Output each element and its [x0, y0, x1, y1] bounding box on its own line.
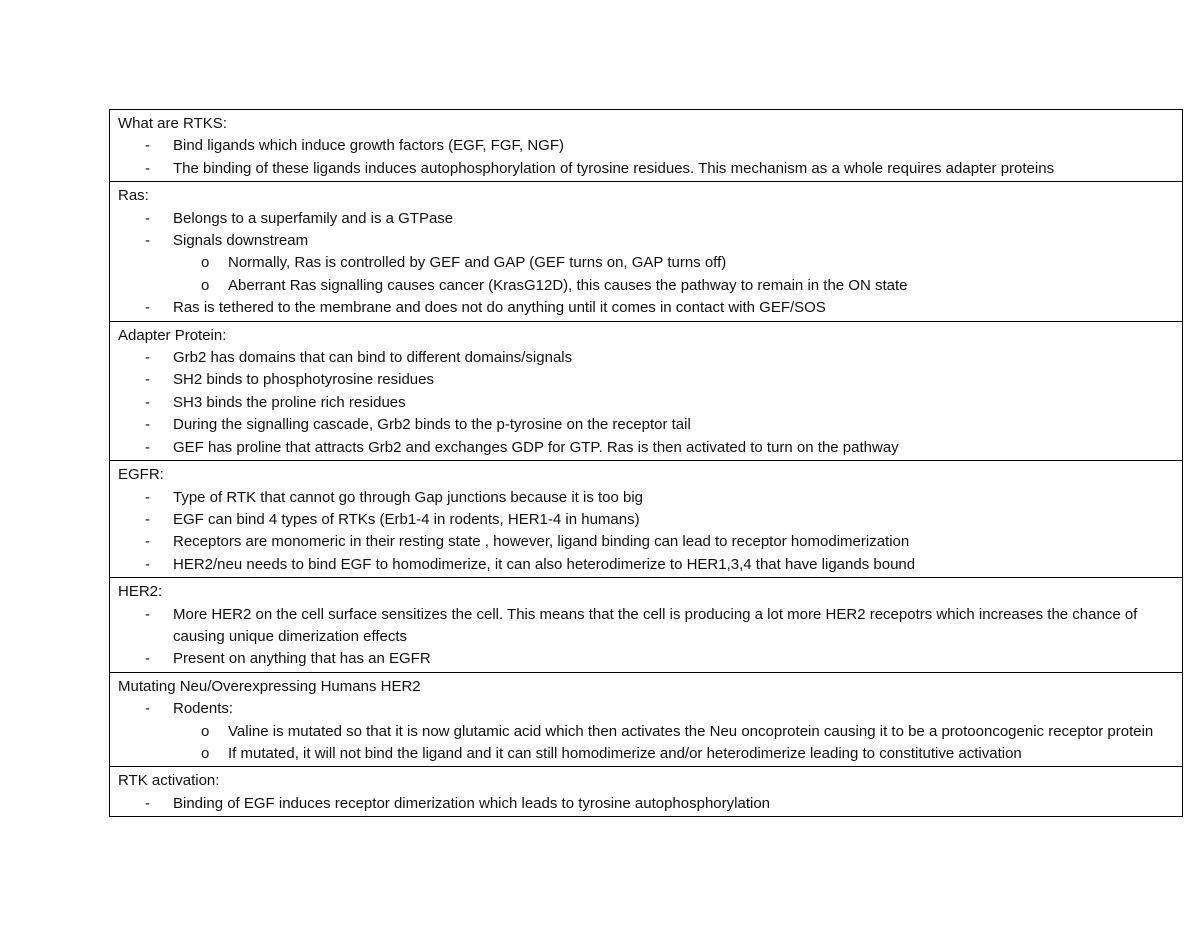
- table-row: [110, 767, 1183, 817]
- list-item: - Signals downstream: [118, 230, 1178, 252]
- circle-bullet: o: [201, 744, 210, 762]
- list-item: - Rodents:: [118, 698, 1178, 720]
- dash-bullet: -: [145, 137, 150, 155]
- dash-bullet: -: [145, 488, 150, 506]
- dash-bullet: -: [145, 349, 150, 367]
- dash-bullet: -: [145, 794, 150, 812]
- section-heading: Adapter Protein:: [118, 326, 227, 344]
- section-egfr: [110, 461, 1183, 578]
- list-item: - During the signalling cascade, Grb2 binds to the p-tyrosine on the receptor tail: [118, 414, 1178, 436]
- sub-list-item: o If mutated, it will not bind the ligand and it can still homodimerize and/or heterodimerize leading to constitutive activation: [118, 743, 1178, 765]
- dash-bullet: -: [145, 416, 150, 434]
- list-item: - EGF can bind 4 types of RTKs (Erb1-4 in rodents, HER1-4 in humans): [118, 509, 1178, 531]
- section-heading: RTK activation:: [118, 772, 220, 790]
- section-heading: Ras:: [118, 187, 149, 205]
- section-heading: What are RTKS:: [118, 115, 227, 132]
- dash-bullet: -: [145, 555, 150, 573]
- list-item: - Grb2 has domains that can bind to different domains/signals: [118, 347, 1178, 369]
- section-her2: [110, 578, 1183, 673]
- sub-list-item: o Normally, Ras is controlled by GEF and GAP (GEF turns on, GAP turns off): [118, 252, 1178, 274]
- dash-bullet: -: [145, 650, 150, 668]
- dash-bullet: -: [145, 605, 150, 623]
- dash-bullet: -: [145, 209, 150, 227]
- table-row: [110, 672, 1183, 767]
- section-heading: EGFR:: [118, 466, 164, 484]
- section-adapter-protein: [110, 321, 1183, 460]
- list-item: - Type of RTK that cannot go through Gap junctions because it is too big: [118, 487, 1178, 509]
- list-item: - More HER2 on the cell surface sensitizes the cell. This means that the cell is producing a lot more HER2 recepotrs which increases the chance of causing unique dimerization effects: [145, 605, 1138, 645]
- list-item: - The binding of these ligands induces autophosphorylation of tyrosine residues. This mechanism as a whole requires adapter proteins: [118, 158, 1178, 180]
- table-row: [110, 578, 1183, 673]
- table-row: [110, 110, 1183, 182]
- list-item: - SH3 binds the proline rich residues: [118, 392, 1178, 414]
- dash-bullet: -: [145, 232, 150, 250]
- list-item: - Ras is tethered to the membrane and does not do anything until it comes in contact with GEF/SOS: [118, 297, 1178, 319]
- list-item: - SH2 binds to phosphotyrosine residues: [118, 369, 1178, 391]
- dash-bullet: -: [145, 510, 150, 528]
- circle-bullet: o: [201, 254, 210, 272]
- section-rtks: [110, 110, 1183, 182]
- notes-table: [109, 109, 1183, 817]
- dash-bullet: -: [145, 371, 150, 389]
- dash-bullet: -: [145, 159, 150, 177]
- list-item: - Present on anything that has an EGFR: [118, 648, 1178, 670]
- section-heading: HER2:: [118, 583, 163, 601]
- list-item: - Belongs to a superfamily and is a GTPase: [118, 208, 1178, 230]
- list-item: - HER2/neu needs to bind EGF to homodimerize, it can also heterodimerize to HER1,3,4 that have ligands bound: [118, 554, 1178, 576]
- list-item: - Bind ligands which induce growth factors (EGF, FGF, NGF): [118, 135, 1178, 157]
- table-row: [110, 182, 1183, 321]
- sub-list-item: o Valine is mutated so that it is now glutamic acid which then activates the Neu oncoprotein causing it to be a protooncogenic receptor protein: [118, 721, 1178, 743]
- sub-list-item: o Aberrant Ras signalling causes cancer (KrasG12D), this causes the pathway to remain in the ON state: [118, 275, 1178, 297]
- section-heading: Mutating Neu/Overexpressing Humans HER2: [118, 677, 421, 695]
- list-item: - Receptors are monomeric in their resting state , however, ligand binding can lead to receptor homodimerization: [118, 531, 1178, 553]
- table-row: [110, 321, 1183, 460]
- table-row: [110, 461, 1183, 578]
- dash-bullet: -: [145, 533, 150, 551]
- circle-bullet: o: [201, 722, 210, 740]
- dash-bullet: -: [145, 393, 150, 411]
- section-mutating-neu: [110, 672, 1183, 767]
- list-item: - Binding of EGF induces receptor dimerization which leads to tyrosine autophosphorylation: [118, 793, 1178, 815]
- dash-bullet: -: [145, 299, 150, 317]
- dash-bullet: -: [145, 700, 150, 718]
- section-ras: [110, 182, 1183, 321]
- section-rtk-activation: [110, 767, 1183, 817]
- dash-bullet: -: [145, 438, 150, 456]
- circle-bullet: o: [201, 276, 210, 294]
- list-item: - GEF has proline that attracts Grb2 and exchanges GDP for GTP. Ras is then activated to turn on the pathway: [118, 437, 1178, 459]
